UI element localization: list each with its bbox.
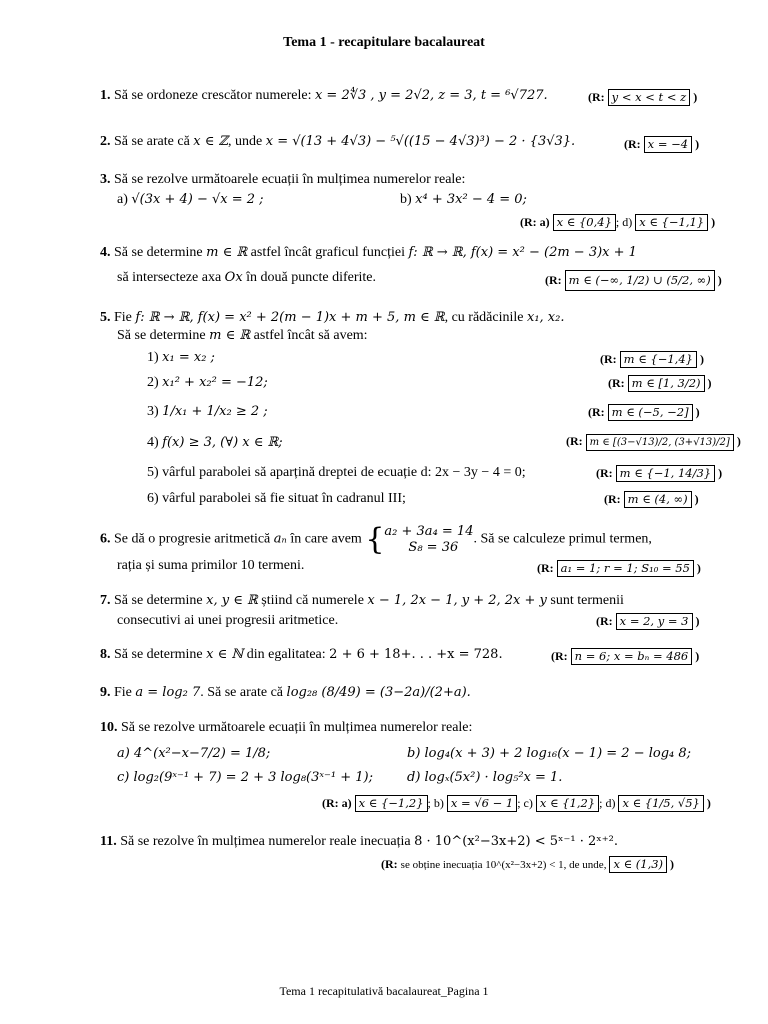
math-expression: m ∈ ℝ (206, 245, 248, 260)
problem-text: Să se determine (114, 647, 207, 662)
answer-sep: ; c) (517, 796, 533, 810)
item-label: b) (400, 192, 416, 207)
problem-11 (100, 834, 618, 850)
problem-text: să intersecteze axa (117, 270, 225, 285)
math-expression: S₈ = 36 (408, 539, 459, 555)
answer-close: ) (693, 90, 698, 104)
answer-close: ) (695, 614, 700, 628)
problem-number: 4. (100, 245, 111, 260)
answer-10 (322, 795, 711, 812)
answer-box: x ∈ {−1,1} (635, 214, 708, 231)
equation-system (384, 524, 473, 556)
problem-5-item-3 (147, 404, 268, 420)
item-label: 5) (147, 465, 163, 480)
answer-box: x = 2, y = 3 (616, 613, 693, 630)
answer-label: (R: (608, 376, 625, 390)
answer-label: (R: a) (322, 796, 352, 810)
problem-text: Fie (114, 685, 136, 700)
math-expression: aₙ (273, 531, 287, 547)
math-expression: x₁ = x₂ ; (162, 350, 215, 365)
answer-close: ) (694, 492, 699, 506)
problem-10b (407, 746, 691, 762)
answer-label: (R: (381, 857, 398, 871)
answer-5-4 (566, 434, 741, 451)
problem-10d (407, 770, 562, 786)
answer-1 (588, 89, 697, 106)
answer-box: m ∈ {−1, 14/3} (616, 465, 715, 482)
problem-7 (100, 593, 624, 609)
answer-label: (R: (600, 352, 617, 366)
problem-text: Să se arate că (114, 134, 194, 149)
problem-text: Fie (114, 310, 136, 325)
problem-text: vârful parabolei să aparțină dreptei de ecuație d: 2x − 3y − 4 = 0; (162, 465, 526, 480)
math-expression: x ∈ ℕ (206, 647, 244, 662)
problem-number: 7. (100, 593, 111, 608)
problem-text: Să se ordoneze crescător numerele: (114, 88, 315, 103)
answer-close: ) (695, 137, 700, 151)
math-expression: x₁, x₂. (527, 310, 565, 325)
problem-text: Să se rezolve în mulțimea numerelor reale inecuația (120, 834, 415, 849)
answer-close: ) (706, 796, 711, 810)
problem-number: 9. (100, 685, 111, 700)
problem-10 (100, 720, 472, 736)
math-expression: x − 1, 2x − 1, y + 2, 2x + y (367, 593, 547, 608)
problem-text: Să se rezolve următoarele ecuații în mulțimea numerelor reale: (121, 720, 473, 735)
answer-box: x ∈ (1,3) (609, 856, 667, 873)
math-expression: a₂ + 3a₄ = 14 (384, 523, 474, 539)
answer-close: ) (699, 352, 704, 366)
answer-4 (545, 270, 722, 291)
item-label: 6) (147, 491, 163, 506)
problem-5 (100, 310, 564, 326)
answer-close: ) (695, 405, 700, 419)
problem-10a (117, 746, 270, 762)
problem-text: din egalitatea: (243, 647, 330, 662)
page-title: Tema 1 - recapitulare bacalaureat (283, 35, 485, 50)
math-expression: b) log₄(x + 3) + 2 log₁₆(x − 1) = 2 − log₄ 8; (407, 746, 692, 761)
answer-box: m ∈ (−∞, 1/2) ∪ (5/2, ∞) (565, 270, 715, 291)
problem-number: 6. (100, 531, 111, 547)
math-expression: 2 + 6 + 18+. . . +x = 728. (329, 647, 503, 662)
problem-text: Să se determine (114, 593, 207, 608)
problem-text: rația și suma primilor 10 termeni. (117, 558, 305, 573)
answer-text: se obține inecuația 10^(x²−3x+2) < 1, de unde, (400, 859, 607, 871)
item-label: 2) (147, 375, 163, 390)
problem-text: , unde (228, 134, 266, 149)
answer-close: ) (718, 466, 723, 480)
problem-text: vârful parabolei să fie situat în cadranul III; (162, 491, 406, 506)
answer-label: (R: (596, 466, 613, 480)
answer-label: (R: (604, 492, 621, 506)
answer-sep: ; d) (599, 796, 616, 810)
problem-text: în care avem (286, 531, 366, 547)
problem-number: 10. (100, 720, 118, 735)
answer-close: ) (711, 215, 716, 229)
problem-number: 11. (100, 834, 117, 849)
problem-text: Să se determine (117, 328, 210, 343)
problem-4 (100, 245, 637, 261)
problem-2 (100, 134, 575, 150)
problem-text: Se dă o progresie aritmetică (114, 531, 274, 547)
answer-box: y < x < t < z (608, 89, 691, 106)
answer-box: x ∈ {−1,2} (355, 795, 428, 812)
problem-5-line2 (117, 328, 368, 344)
answer-box: m ∈ (4, ∞) (624, 491, 692, 508)
answer-6 (537, 560, 701, 577)
answer-box: m ∈ (−5, −2] (608, 404, 693, 421)
answer-11 (381, 856, 674, 873)
problem-number: 5. (100, 310, 111, 325)
problem-number: 1. (100, 88, 111, 103)
answer-sep: ; b) (427, 796, 444, 810)
math-expression: x⁴ + 3x² − 4 = 0; (415, 192, 527, 207)
problem-3b (400, 192, 527, 208)
math-expression: log₂₈ (8/49) = (3−2a)/(2+a). (286, 685, 471, 700)
problem-text: Să se determine (114, 245, 207, 260)
math-expression: x = √(13 + 4√3) − ⁵√((15 − 4√3)³) − 2 · {3√3}. (265, 134, 576, 149)
math-expression: x, y ∈ ℝ (206, 593, 258, 608)
problem-text: astfel încât graficul funcției (247, 245, 409, 260)
math-expression: f: ℝ → ℝ, f(x) = x² − (2m − 3)x + 1 (408, 245, 637, 260)
math-expression: √(3x + 4) − √x = 2 ; (131, 192, 264, 207)
problem-1 (100, 88, 548, 104)
answer-5-1 (600, 351, 704, 368)
answer-box: x = √6 − 1 (447, 795, 517, 812)
answer-box: m ∈ [1, 3/2) (628, 375, 705, 392)
math-expression: f: ℝ → ℝ, f(x) = x² + 2(m − 1)x + m + 5, m ∈ ℝ (135, 310, 445, 325)
math-expression: x₁² + x₂² = −12; (162, 375, 268, 390)
problem-text: consecutivi ai unei progresii aritmetice. (117, 613, 339, 628)
problem-text: . Să se arate că (200, 685, 287, 700)
math-expression: x ∈ ℤ (193, 134, 229, 149)
answer-box: x ∈ {1/5, √5} (618, 795, 703, 812)
problem-text: , cu rădăcinile (444, 310, 527, 325)
answer-7 (596, 613, 700, 630)
item-label: a) (117, 192, 132, 207)
math-expression: Ox (224, 270, 243, 285)
answer-5-5 (596, 465, 722, 482)
problem-9 (100, 685, 471, 701)
problem-5-item-6 (147, 491, 406, 507)
answer-close: ) (736, 434, 741, 448)
problem-5-item-2 (147, 375, 268, 391)
math-expression: 8 · 10^(x²−3x+2) < 5ˣ⁻¹ · 2ˣ⁺². (414, 834, 618, 849)
answer-close: ) (717, 273, 722, 287)
problem-3 (100, 172, 465, 188)
answer-2 (624, 136, 699, 153)
answer-label: (R: (566, 434, 583, 448)
item-label: 3) (147, 404, 163, 419)
problem-6 (100, 522, 652, 557)
math-expression: a) 4^(x²−x−7/2) = 1/8; (117, 746, 271, 761)
problem-text: în două puncte diferite. (242, 270, 376, 285)
problem-number: 8. (100, 647, 111, 662)
problem-5-item-5 (147, 465, 526, 481)
answer-8 (551, 648, 699, 665)
answer-close: ) (695, 649, 700, 663)
answer-label: (R: (588, 90, 605, 104)
answer-label: (R: (551, 649, 568, 663)
answer-box: n = 6; x = bₙ = 486 (571, 648, 693, 665)
problem-text: Să se rezolve următoarele ecuații în mulțimea numerelor reale: (114, 172, 466, 187)
answer-label: (R: (537, 561, 554, 575)
answer-label: (R: (596, 614, 613, 628)
problem-text: astfel încât să avem: (250, 328, 368, 343)
problem-7-line2 (117, 613, 338, 629)
answer-label: (R: a) (520, 215, 550, 229)
answer-label: (R: (624, 137, 641, 151)
item-label: 4) (147, 435, 163, 450)
item-label: 1) (147, 350, 163, 365)
answer-sep: ; d) (615, 215, 633, 229)
answer-box: x ∈ {0,4} (553, 214, 616, 231)
system-brace: { (365, 522, 385, 557)
math-expression: c) log₂(9ˣ⁻¹ + 7) = 2 + 3 log₈(3ˣ⁻¹ + 1); (117, 770, 373, 785)
math-expression: a = log₂ 7 (135, 685, 201, 700)
answer-box: x ∈ {1,2} (536, 795, 599, 812)
answer-5-6 (604, 491, 699, 508)
answer-close: ) (696, 561, 701, 575)
answer-box: a₁ = 1; r = 1; S₁₀ = 55 (557, 560, 694, 577)
answer-label: (R: (588, 405, 605, 419)
answer-box: m ∈ {−1,4} (620, 351, 697, 368)
answer-5-3 (588, 404, 700, 421)
problem-6-line2 (117, 558, 304, 574)
answer-box: x = −4 (644, 136, 692, 153)
math-expression: x = 2∜3 , y = 2√2, z = 3, t = ⁶√727. (314, 88, 548, 103)
problem-text: . Să se calculeze primul termen, (473, 531, 652, 547)
math-expression: m ∈ ℝ (209, 328, 251, 343)
problem-10c (117, 770, 373, 786)
answer-close: ) (707, 376, 712, 390)
problem-number: 2. (100, 134, 111, 149)
answer-box: m ∈ [(3−√13)/2, (3+√13)/2] (586, 434, 734, 451)
math-expression: f(x) ≥ 3, (∀) x ∈ ℝ; (162, 435, 283, 450)
problem-5-item-4 (147, 435, 283, 451)
answer-close: ) (670, 857, 675, 871)
problem-5-item-1 (147, 350, 215, 366)
problem-text: știind că numerele (257, 593, 368, 608)
problem-number: 3. (100, 172, 111, 187)
answer-5-2 (608, 375, 712, 392)
page-footer: Tema 1 recapitulativă bacalaureat_Pagina 1 (279, 984, 489, 998)
answer-label: (R: (545, 273, 562, 287)
answer-3 (520, 214, 715, 231)
math-expression: d) logₓ(5x²) · log₅²x = 1. (407, 770, 563, 785)
problem-8 (100, 647, 503, 663)
problem-4-line2 (117, 270, 376, 286)
math-expression: 1/x₁ + 1/x₂ ≥ 2 ; (162, 404, 268, 419)
problem-text: sunt termenii (546, 593, 624, 608)
problem-3a (117, 192, 264, 208)
